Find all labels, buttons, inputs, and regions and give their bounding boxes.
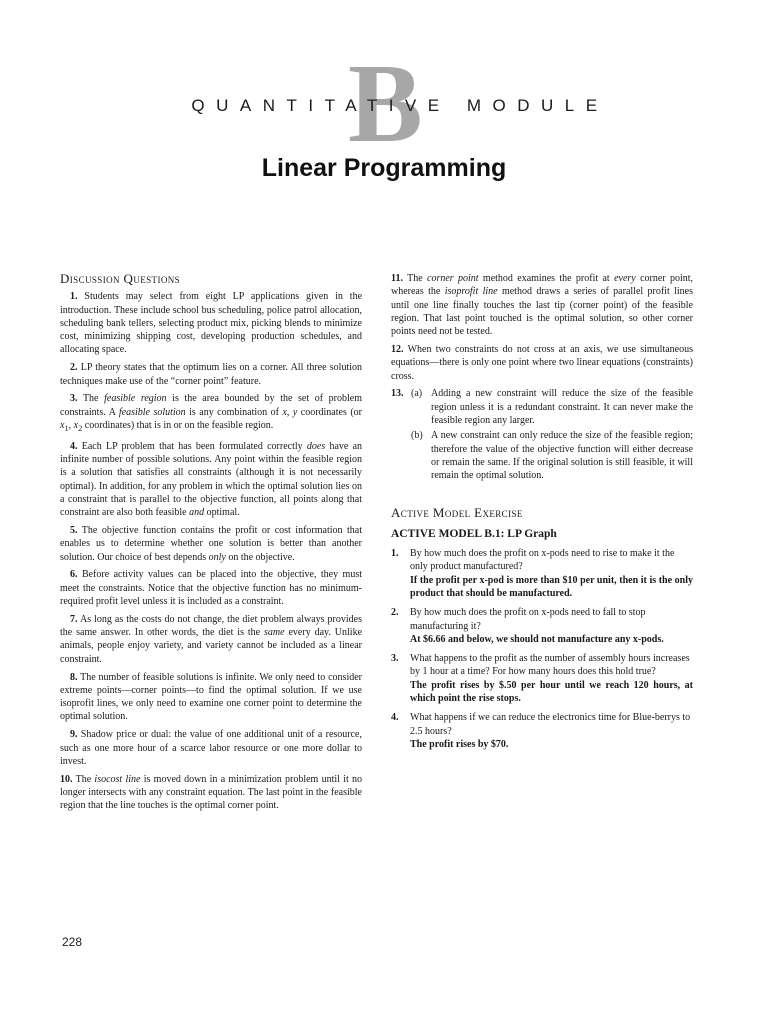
right-column [391,272,693,757]
question-8: 8. The number of feasible solutions is infinite. We only need to consider extreme points—corner points—to find the optimal solution. If we use isoprofit lines, we only need to examine one corner point to determine the optimal solution. [60,671,362,723]
question-5: 5. The objective function contains the profit or cost information that enables us to determine whether one solution is better than another solution. Our choice of best depends only on the objective. [60,525,362,563]
exercise-question: By how much does the profit on x-pods need to fall to stop manufacturing it? [410,607,646,632]
exercise-question: What happens if we can reduce the electronics time for Blue-berrys to 2.5 hours? [410,712,691,737]
question-12: 12. When two constraints do not cross at an axis, we use simultaneous equations—there is only one point where two linear equations (constraints) cross. [391,343,694,382]
page-number: 228 [62,935,83,949]
question-13b: (b) A new constraint can only reduce the size of the feasible region; therefore the value of the objective function will either decrease or remain the same. If the original solution is still feasible, it will remain the optimal solution. [411,430,693,482]
module-letter: B [348,42,423,166]
exercise-item: 1. By how much does the profit on x-pods need to rise to make it the only product manufactured? If the profit per x-pod is more than $10 per unit, then it is the only product that should be manufactured. [391,548,693,599]
exercise-answer: At $6.66 and below, we should not manufacture any x-pods. [410,633,664,645]
exercise-item: 3. What happens to the profit as the number of assembly hours increases by 1 hour at a time? For how many hours does this hold true? The profit rises by $.50 per hour until we reach 120 hours, at which point the rise stops. [391,653,693,705]
page-title: Linear Programming [261,154,507,182]
active-model-subheading: ACTIVE MODEL B.1: LP Graph [391,527,557,540]
left-column [60,272,362,817]
question-10: 10. The isocost line is moved down in a minimization problem until it no longer intersects with any constraint equation. The last point in the feasible region that the line touches is the optimal corner point. [60,773,363,812]
exercise-answer: The profit rises by $.50 per hour until we reach 120 hours, at which point the rise stops. [410,679,693,705]
question-13a: 13. (a) Adding a new constraint will reduce the size of the feasible region unless it is a redundant constraint. It can never make the feasible region any larger. [391,388,693,426]
question-1: 1. Students may select from eight LP applications given in the introduction. These include school bus scheduling, police patrol allocation, scheduling bank tellers, selecting product mix, picking blends to minimize cost, minimizing shipping cost, developing production schedules, and allocating space. [60,291,363,356]
question-9: 9. Shadow price or dual: the value of one additional unit of a resource, such as one more hour of a scarce labor resource or one more dollar to invest. [60,729,362,767]
question-2: 2. LP theory states that the optimum lies on a corner. All three solution techniques make use of the “corner point” feature. [60,362,363,387]
exercise-answer: If the profit per x-pod is more than $10 per unit, then it is the only product that should be manufactured. [410,574,693,599]
question-3: 3. The feasible region is the area bounded by the set of problem constraints. A feasible solution is any combination of x, y coordinates (or $x_1$, $x_2$ coordinates) that is in or on the feasible region. [60,393,363,433]
discussion-heading: Discussion Questions [60,271,181,286]
exercise-question: What happens to the profit as the number of assembly hours increases by 1 hour at a time? For how many hours does this hold true? [410,653,690,678]
exercise-answer: The profit rises by $70. [410,738,509,750]
exercise-question: By how much does the profit on x-pods need to rise to make it the only product manufactured? [410,548,675,573]
question-11: 11. The corner point method examines the profit at every corner point, whereas the isoprofit line method draws a series of parallel profit lines until one line finally touches the last tip (corner point) of the feasible region. That last point touched is the optimal solution, so other corner points need not be tested. [391,273,693,338]
question-4: 4. Each LP problem that has been formulated correctly does have an infinite number of possible solutions. Any point within the feasible region is a solution that satisfies all constraints (although it is not necessarily optimal). In addition, for any problem in which the optimal solution lies on a constraint that is parallel to the objective function, all points along that constraint are also both feasible and optimal. [60,440,363,519]
question-13 [391,387,693,482]
exercise-item: 4. What happens if we can reduce the electronics time for Blue-berrys to 2.5 hours? The profit rises by $70. [391,711,693,751]
exercise-item: 2. By how much does the profit on x-pods need to fall to stop manufacturing it? At $6.66 and below, we should not manufacture any x-pods. [391,606,693,646]
question-6: 6. Before activity values can be placed into the objective, they must meet the constraints. Notice that the objective function has no minimum-required profit level unless it is included as a constraint. [60,569,362,608]
question-7: 7. As long as the costs do not change, the diet problem always provides the same answer. In other words, the diet is the same every day. Unlike animals, people enjoy variety, and variety cannot be included as a linear constraint. [60,613,363,665]
module-label: QUANTITATIVE MODULE [191,96,609,115]
active-model-heading: Active Model Exercise [391,505,523,521]
